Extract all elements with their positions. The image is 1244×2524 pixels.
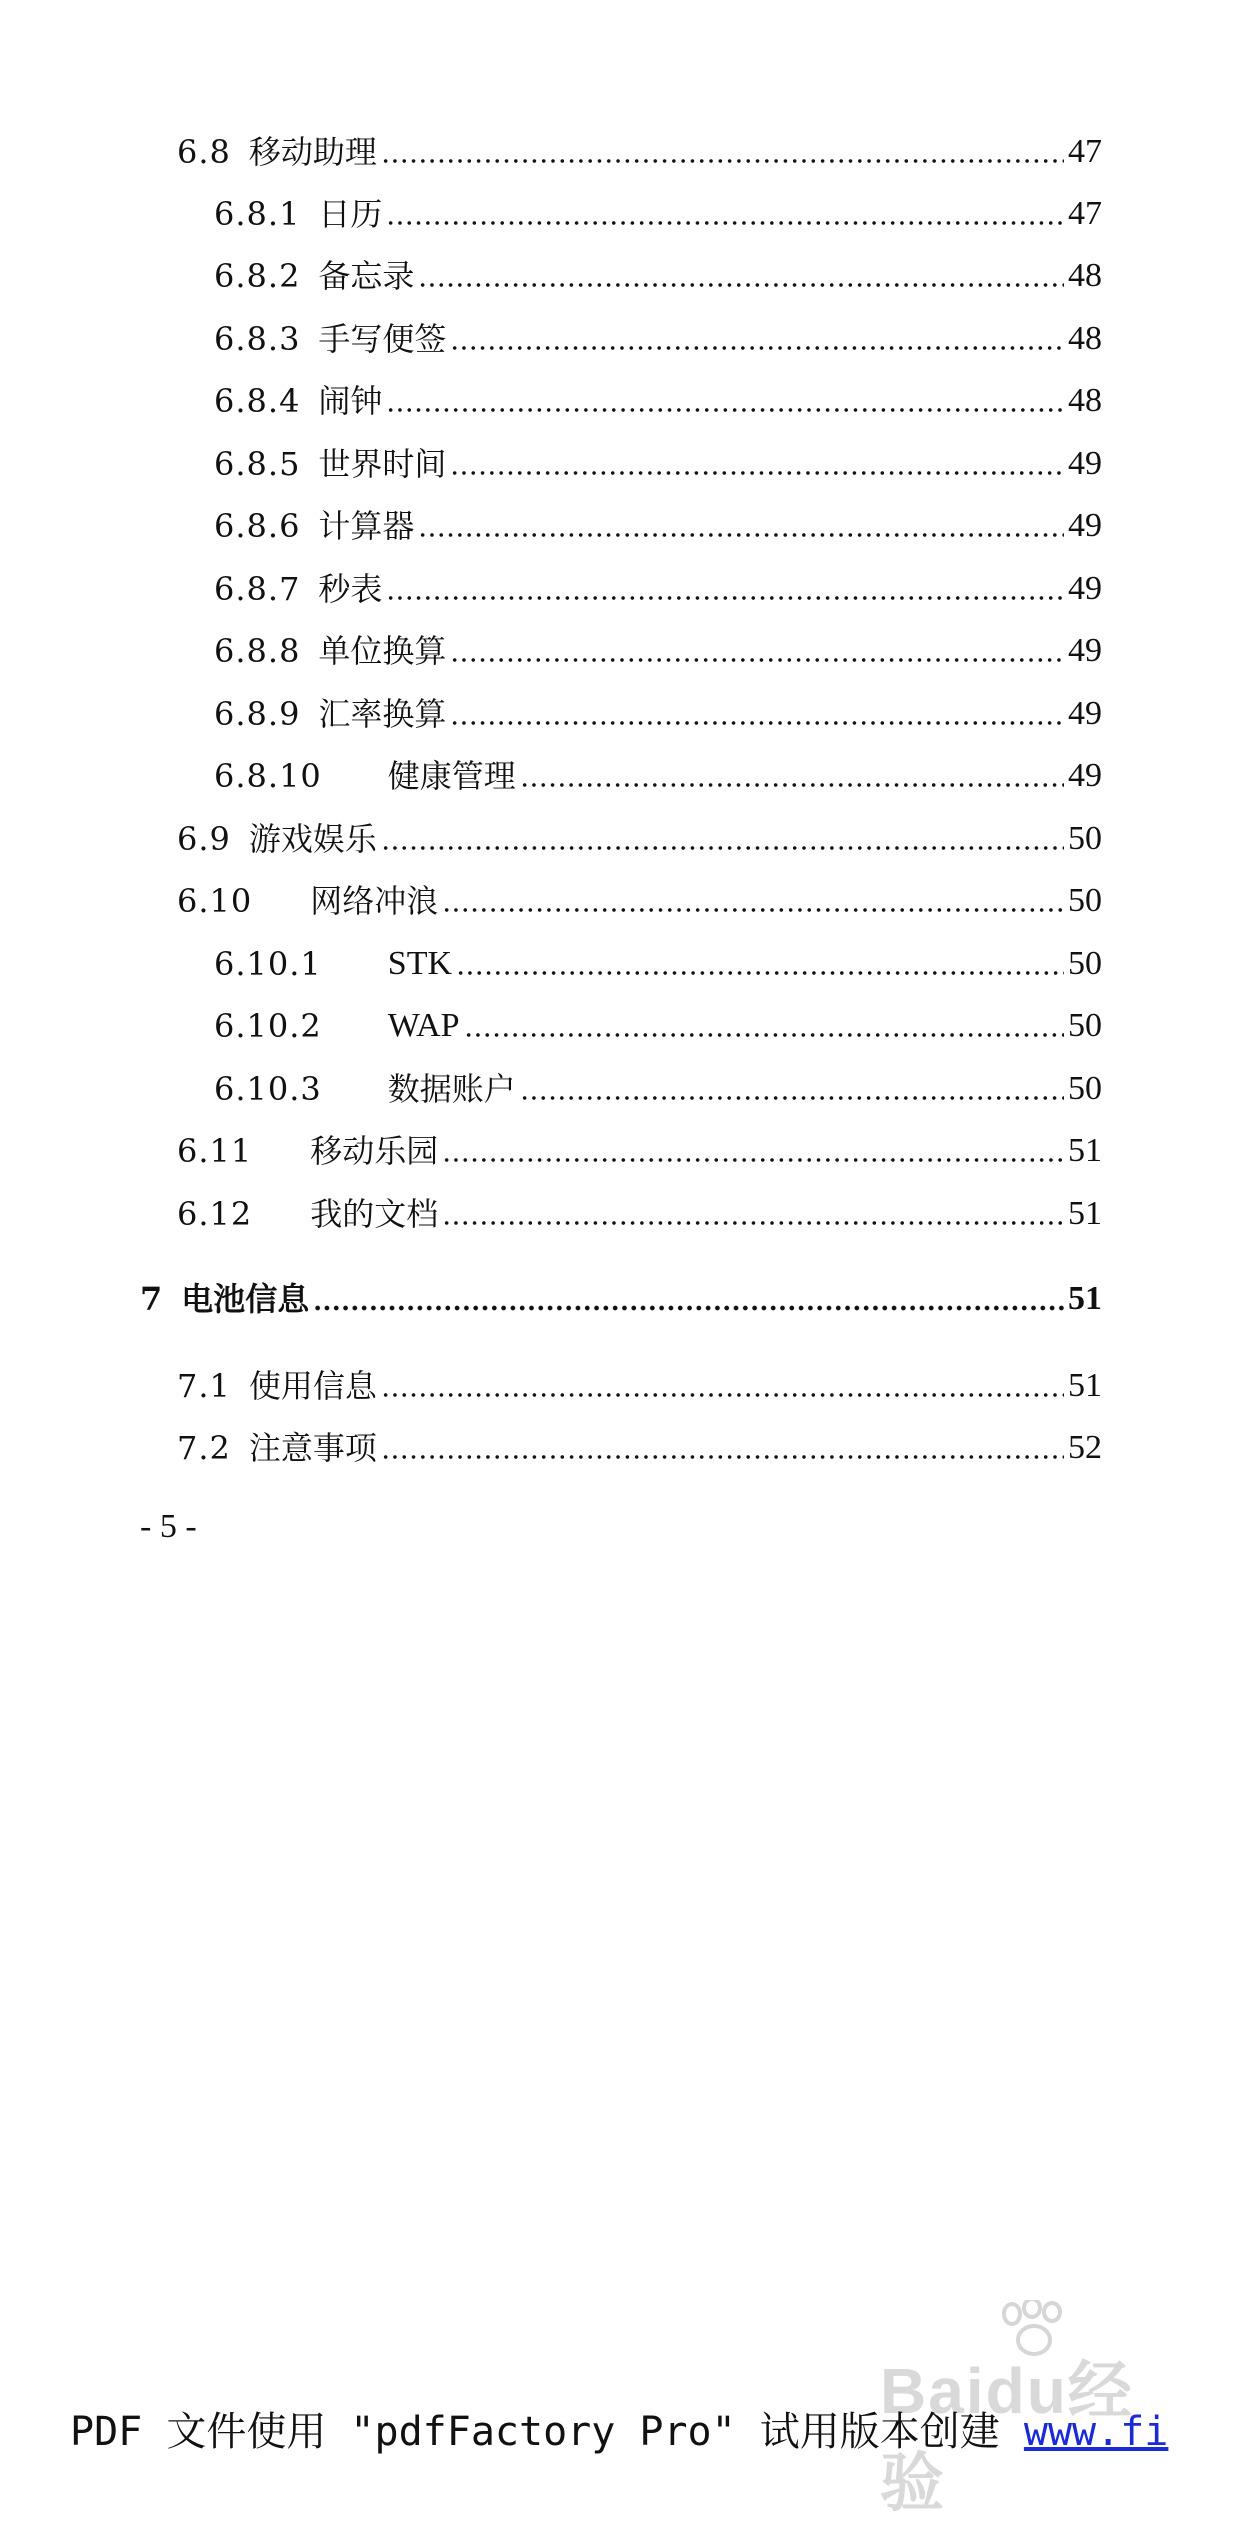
toc-page-number: 50 xyxy=(1068,882,1102,919)
toc-title: 手写便签 xyxy=(318,320,447,358)
toc-page-number: 48 xyxy=(1068,257,1102,294)
toc-number: 7.2 xyxy=(177,1429,231,1467)
toc-page-number: 52 xyxy=(1068,1429,1102,1466)
toc-number: 6.8.7 xyxy=(214,570,301,608)
toc-number: 6.8.8 xyxy=(214,632,301,670)
toc-entry-6-8-3[interactable] xyxy=(214,303,1102,359)
toc-page-number: 48 xyxy=(1068,320,1102,357)
toc-entry-6-8-5[interactable] xyxy=(214,428,1102,484)
dot-leader xyxy=(450,345,1064,351)
toc-entry-7[interactable] xyxy=(140,1263,1102,1319)
toc-page-number: 50 xyxy=(1068,1070,1102,1107)
toc-entry-6-10-1[interactable] xyxy=(214,928,1102,984)
toc-number: 6.12 xyxy=(177,1195,253,1233)
toc-title: 备忘录 xyxy=(318,257,415,295)
dot-leader xyxy=(520,782,1064,788)
toc-number: 6.10 xyxy=(177,882,253,920)
toc-title: 网络冲浪 xyxy=(310,882,439,920)
toc-page-number: 51 xyxy=(1068,1367,1102,1404)
toc-number: 6.8 xyxy=(177,133,231,171)
toc-number: 6.9 xyxy=(177,820,231,858)
toc-title: WAP xyxy=(387,1007,460,1044)
toc-entry-6-8-4[interactable] xyxy=(214,365,1102,421)
dot-leader xyxy=(464,1032,1064,1038)
toc-page-number: 49 xyxy=(1068,695,1102,732)
toc-number: 7.1 xyxy=(177,1367,231,1405)
dot-leader xyxy=(450,657,1064,663)
toc-number: 6.8.6 xyxy=(214,507,301,545)
toc-page-number: 51 xyxy=(1068,1132,1102,1169)
toc-title: 游戏娱乐 xyxy=(248,820,377,858)
toc-number: 6.8.2 xyxy=(214,257,301,295)
toc-page-number: 50 xyxy=(1068,945,1102,982)
toc-title: 注意事项 xyxy=(248,1429,377,1467)
footer-text: PDF 文件使用 "pdfFactory Pro" 试用版本创建 xyxy=(70,2409,1024,2455)
pdf-factory-footer xyxy=(70,2400,1168,2457)
toc-title: 闹钟 xyxy=(318,382,383,420)
toc-entry-6-8-6[interactable] xyxy=(214,490,1102,546)
toc-number: 6.11 xyxy=(177,1132,253,1170)
dot-leader xyxy=(381,158,1064,164)
dot-leader xyxy=(381,1392,1064,1398)
toc-number: 6.8.5 xyxy=(214,445,301,483)
toc-title: 使用信息 xyxy=(248,1367,377,1405)
dot-leader xyxy=(442,1220,1064,1226)
page-number: - 5 - xyxy=(140,1508,197,1545)
toc-title: STK xyxy=(387,945,453,982)
toc-number: 6.8.10 xyxy=(214,757,322,795)
toc-number: 6.8.4 xyxy=(214,382,301,420)
toc-page-number: 49 xyxy=(1068,507,1102,544)
toc-title: 健康管理 xyxy=(387,757,516,795)
toc-number: 6.8.9 xyxy=(214,695,301,733)
toc-number: 6.10.3 xyxy=(214,1070,322,1108)
toc-entry-6-11[interactable] xyxy=(177,1115,1102,1171)
dot-leader xyxy=(456,970,1064,976)
toc-number: 6.10.2 xyxy=(214,1007,322,1045)
toc-title: 世界时间 xyxy=(318,445,447,483)
toc-entry-6-8[interactable] xyxy=(177,116,1102,172)
dot-leader xyxy=(386,407,1064,413)
toc-title: 秒表 xyxy=(318,570,383,608)
toc-page-number: 49 xyxy=(1068,757,1102,794)
toc-entry-6-8-8[interactable] xyxy=(214,615,1102,671)
toc-title: 日历 xyxy=(318,195,383,233)
toc-page-number: 50 xyxy=(1068,1007,1102,1044)
toc-entry-6-10-2[interactable] xyxy=(214,990,1102,1046)
toc-number: 6.10.1 xyxy=(214,945,322,983)
dot-leader xyxy=(418,282,1064,288)
toc-number: 6.8.3 xyxy=(214,320,301,358)
toc-title: 汇率换算 xyxy=(318,695,447,733)
toc-entry-6-8-10[interactable] xyxy=(214,740,1102,796)
toc-page-number: 51 xyxy=(1068,1280,1102,1317)
toc-page-number: 47 xyxy=(1068,195,1102,232)
dot-leader xyxy=(442,907,1064,913)
dot-leader xyxy=(386,220,1064,226)
toc-page-number: 49 xyxy=(1068,570,1102,607)
toc-title: 计算器 xyxy=(318,507,415,545)
dot-leader xyxy=(450,470,1064,476)
toc-title: 移动助理 xyxy=(248,133,377,171)
dot-leader xyxy=(442,1157,1064,1163)
dot-leader xyxy=(450,720,1064,726)
toc-entry-6-8-1[interactable] xyxy=(214,178,1102,234)
watermark-text: Baidu经验 xyxy=(880,2355,1134,2519)
dot-leader xyxy=(381,845,1064,851)
toc-entry-7-2[interactable] xyxy=(177,1412,1102,1468)
toc-title: 移动乐园 xyxy=(310,1132,439,1170)
toc-entry-6-9[interactable] xyxy=(177,803,1102,859)
toc-entry-7-1[interactable] xyxy=(177,1350,1102,1406)
toc-page-number: 49 xyxy=(1068,632,1102,669)
dot-leader xyxy=(418,532,1064,538)
toc-title: 数据账户 xyxy=(387,1070,516,1108)
toc-entry-6-8-9[interactable] xyxy=(214,678,1102,734)
toc-title: 我的文档 xyxy=(310,1195,439,1233)
toc-page-number: 51 xyxy=(1068,1195,1102,1232)
toc-entry-6-12[interactable] xyxy=(177,1178,1102,1234)
dot-leader xyxy=(520,1095,1064,1101)
toc-entry-6-8-2[interactable] xyxy=(214,240,1102,296)
toc-page-number: 50 xyxy=(1068,820,1102,857)
toc-page-number: 47 xyxy=(1068,133,1102,170)
toc-number: 6.8.1 xyxy=(214,195,301,233)
dot-leader xyxy=(313,1305,1064,1311)
toc-page-number: 49 xyxy=(1068,445,1102,482)
dot-leader xyxy=(381,1454,1064,1460)
toc-entry-6-10-3[interactable] xyxy=(214,1053,1102,1109)
toc-title: 单位换算 xyxy=(318,632,447,670)
footer-link[interactable]: www.fi xyxy=(1023,2409,1169,2455)
toc-number: 7 xyxy=(140,1280,164,1318)
dot-leader xyxy=(386,595,1064,601)
toc-page-number: 48 xyxy=(1068,382,1102,419)
toc-title: 电池信息 xyxy=(181,1280,310,1318)
toc-entry-6-8-7[interactable] xyxy=(214,553,1102,609)
toc-entry-6-10[interactable] xyxy=(177,865,1102,921)
